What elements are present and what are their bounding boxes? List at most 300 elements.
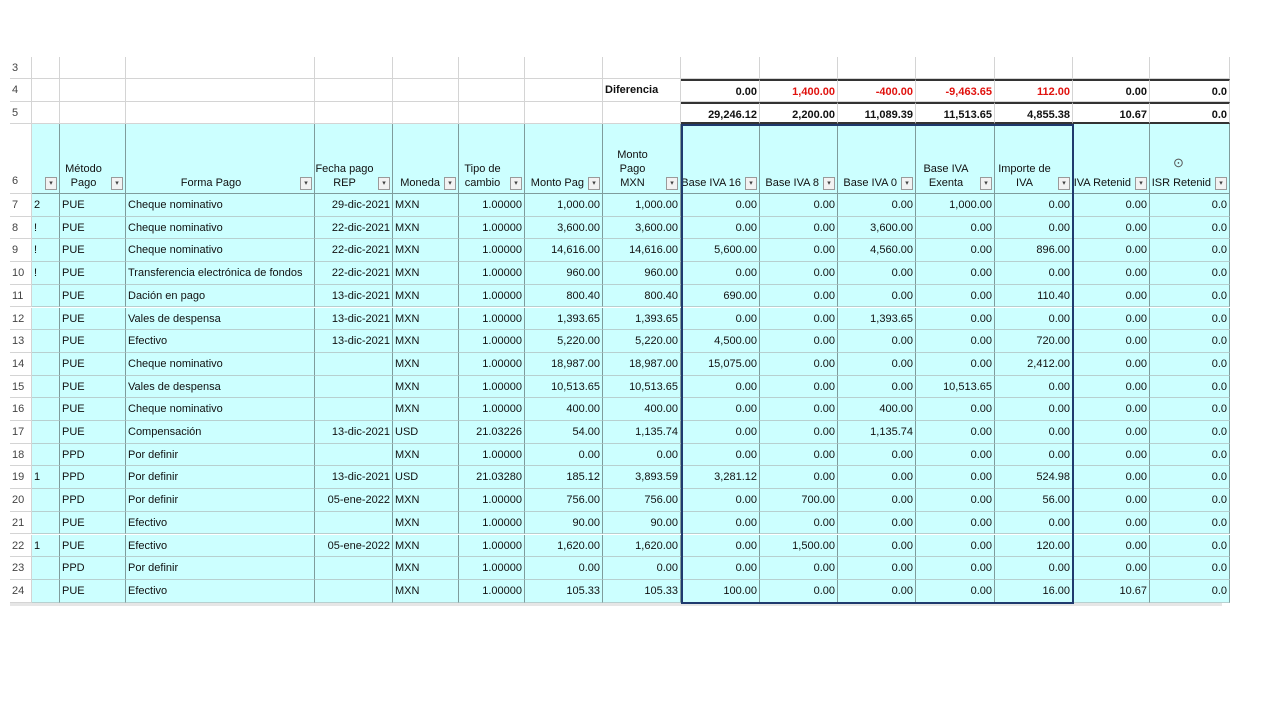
data-cell[interactable]: 0.00 [995, 444, 1073, 467]
data-cell[interactable]: PPD [60, 444, 126, 467]
cell[interactable] [126, 102, 315, 124]
data-cell[interactable]: 1,393.65 [603, 308, 681, 331]
total-value[interactable]: 2,200.00 [760, 102, 838, 124]
filter-dropdown-icon[interactable]: ▾ [823, 177, 835, 190]
data-cell[interactable]: 0.0 [1150, 330, 1230, 353]
data-cell[interactable]: 0.00 [603, 557, 681, 580]
row-flag-cell[interactable]: ! [32, 217, 60, 240]
row-number[interactable]: 16 [10, 398, 32, 421]
data-cell[interactable]: 0.00 [995, 308, 1073, 331]
data-cell[interactable]: 05-ene-2022 [315, 535, 393, 558]
data-cell[interactable]: 0.00 [681, 489, 760, 512]
data-cell[interactable]: 400.00 [838, 398, 916, 421]
data-cell[interactable]: 3,600.00 [525, 217, 603, 240]
data-cell[interactable]: 10,513.65 [603, 376, 681, 399]
cell[interactable] [838, 57, 916, 79]
filter-dropdown-icon[interactable]: ▾ [1215, 177, 1227, 190]
data-cell[interactable]: 1.00000 [459, 239, 525, 262]
column-header[interactable] [681, 124, 760, 194]
data-cell[interactable] [315, 444, 393, 467]
data-cell[interactable]: 720.00 [995, 330, 1073, 353]
data-cell[interactable]: 0.00 [760, 421, 838, 444]
data-cell[interactable]: 0.00 [916, 285, 995, 308]
filter-dropdown-icon[interactable]: ▾ [745, 177, 757, 190]
data-cell[interactable]: 1,000.00 [525, 194, 603, 217]
data-cell[interactable]: Cheque nominativo [126, 217, 315, 240]
cell[interactable] [916, 57, 995, 79]
data-cell[interactable]: 0.0 [1150, 580, 1230, 603]
data-cell[interactable]: 15,075.00 [681, 353, 760, 376]
data-cell[interactable]: 0.00 [916, 239, 995, 262]
data-cell[interactable]: 13-dic-2021 [315, 421, 393, 444]
data-cell[interactable]: PUE [60, 308, 126, 331]
cell[interactable] [525, 102, 603, 124]
data-cell[interactable]: MXN [393, 535, 459, 558]
spreadsheet-grid[interactable] [10, 57, 1227, 612]
data-cell[interactable]: 524.98 [995, 466, 1073, 489]
data-cell[interactable]: Vales de despensa [126, 376, 315, 399]
data-cell[interactable]: 21.03280 [459, 466, 525, 489]
column-header[interactable] [760, 124, 838, 194]
data-cell[interactable]: MXN [393, 285, 459, 308]
data-cell[interactable]: 1,135.74 [838, 421, 916, 444]
data-cell[interactable]: Cheque nominativo [126, 239, 315, 262]
diff-value[interactable]: -9,463.65 [916, 79, 995, 102]
data-cell[interactable]: 0.00 [916, 580, 995, 603]
data-cell[interactable]: 0.00 [995, 217, 1073, 240]
cell[interactable] [603, 57, 681, 79]
data-cell[interactable] [315, 512, 393, 535]
data-cell[interactable]: 0.0 [1150, 308, 1230, 331]
data-cell[interactable]: Cheque nominativo [126, 194, 315, 217]
data-cell[interactable] [315, 353, 393, 376]
data-cell[interactable]: 400.00 [603, 398, 681, 421]
data-cell[interactable]: PUE [60, 376, 126, 399]
data-cell[interactable]: 0.00 [681, 398, 760, 421]
row-number[interactable]: 5 [10, 102, 32, 124]
data-cell[interactable]: 0.00 [681, 308, 760, 331]
row-flag-cell[interactable] [32, 285, 60, 308]
data-cell[interactable]: 0.00 [1073, 512, 1150, 535]
filter-dropdown-icon[interactable]: ▾ [510, 177, 522, 190]
data-cell[interactable]: 0.00 [916, 557, 995, 580]
data-cell[interactable]: 105.33 [603, 580, 681, 603]
data-cell[interactable]: 22-dic-2021 [315, 262, 393, 285]
data-cell[interactable]: 1,393.65 [525, 308, 603, 331]
data-cell[interactable]: PUE [60, 535, 126, 558]
data-cell[interactable]: Por definir [126, 466, 315, 489]
data-cell[interactable]: PUE [60, 330, 126, 353]
cell[interactable] [393, 102, 459, 124]
data-cell[interactable]: PUE [60, 217, 126, 240]
filter-dropdown-icon[interactable]: ▾ [111, 177, 123, 190]
data-cell[interactable]: Efectivo [126, 535, 315, 558]
data-cell[interactable]: Por definir [126, 489, 315, 512]
data-cell[interactable]: 4,560.00 [838, 239, 916, 262]
data-cell[interactable]: 1,135.74 [603, 421, 681, 444]
row-flag-cell[interactable]: 1 [32, 466, 60, 489]
data-cell[interactable]: 3,600.00 [838, 217, 916, 240]
row-number[interactable]: 9 [10, 239, 32, 262]
row-number[interactable]: 10 [10, 262, 32, 285]
data-cell[interactable]: 0.00 [1073, 194, 1150, 217]
data-cell[interactable]: Transferencia electrónica de fondos [126, 262, 315, 285]
total-value[interactable]: 29,246.12 [681, 102, 760, 124]
data-cell[interactable] [315, 557, 393, 580]
data-cell[interactable]: 0.00 [760, 353, 838, 376]
data-cell[interactable]: 56.00 [995, 489, 1073, 512]
data-cell[interactable]: 700.00 [760, 489, 838, 512]
data-cell[interactable]: PUE [60, 239, 126, 262]
data-cell[interactable]: 10.67 [1073, 580, 1150, 603]
data-cell[interactable]: 0.0 [1150, 285, 1230, 308]
filter-dropdown-icon[interactable]: ▾ [378, 177, 390, 190]
data-cell[interactable]: 0.00 [1073, 262, 1150, 285]
data-cell[interactable]: Por definir [126, 557, 315, 580]
column-header[interactable] [32, 124, 60, 194]
data-cell[interactable]: 0.00 [838, 512, 916, 535]
data-cell[interactable]: 5,220.00 [525, 330, 603, 353]
data-cell[interactable]: 0.00 [1073, 353, 1150, 376]
row-flag-cell[interactable]: ! [32, 262, 60, 285]
data-cell[interactable]: 1.00000 [459, 557, 525, 580]
data-cell[interactable]: 0.00 [995, 376, 1073, 399]
column-header[interactable] [995, 124, 1073, 194]
data-cell[interactable]: 0.00 [995, 557, 1073, 580]
data-cell[interactable]: 1,000.00 [603, 194, 681, 217]
diff-value[interactable]: 0.00 [1073, 79, 1150, 102]
filter-dropdown-icon[interactable]: ▾ [980, 177, 992, 190]
data-cell[interactable]: 896.00 [995, 239, 1073, 262]
cell[interactable] [603, 102, 681, 124]
row-flag-cell[interactable]: 1 [32, 535, 60, 558]
data-cell[interactable]: 10,513.65 [916, 376, 995, 399]
data-cell[interactable]: 0.00 [916, 308, 995, 331]
data-cell[interactable]: 0.00 [916, 353, 995, 376]
data-cell[interactable]: 0.00 [1073, 376, 1150, 399]
cell[interactable] [995, 57, 1073, 79]
data-cell[interactable]: PPD [60, 466, 126, 489]
data-cell[interactable]: MXN [393, 376, 459, 399]
data-cell[interactable]: 0.00 [760, 580, 838, 603]
data-cell[interactable]: 1.00000 [459, 194, 525, 217]
data-cell[interactable]: 185.12 [525, 466, 603, 489]
data-cell[interactable]: MXN [393, 580, 459, 603]
data-cell[interactable]: 90.00 [525, 512, 603, 535]
data-cell[interactable]: USD [393, 421, 459, 444]
data-cell[interactable]: 1.00000 [459, 489, 525, 512]
data-cell[interactable]: 1,620.00 [525, 535, 603, 558]
data-cell[interactable]: PUE [60, 353, 126, 376]
data-cell[interactable] [315, 376, 393, 399]
data-cell[interactable]: 0.00 [760, 557, 838, 580]
data-cell[interactable]: Efectivo [126, 512, 315, 535]
data-cell[interactable]: 800.40 [603, 285, 681, 308]
data-cell[interactable]: MXN [393, 398, 459, 421]
row-flag-cell[interactable] [32, 308, 60, 331]
data-cell[interactable]: PUE [60, 580, 126, 603]
data-cell[interactable]: 0.00 [838, 489, 916, 512]
data-cell[interactable]: 0.00 [1073, 285, 1150, 308]
data-cell[interactable]: 400.00 [525, 398, 603, 421]
cell[interactable] [525, 79, 603, 102]
data-cell[interactable]: MXN [393, 557, 459, 580]
data-cell[interactable]: 0.00 [995, 421, 1073, 444]
data-cell[interactable]: 0.00 [525, 557, 603, 580]
data-cell[interactable]: 18,987.00 [603, 353, 681, 376]
data-cell[interactable]: MXN [393, 308, 459, 331]
cell[interactable] [459, 57, 525, 79]
data-cell[interactable]: 0.00 [916, 262, 995, 285]
data-cell[interactable]: 3,600.00 [603, 217, 681, 240]
cell[interactable] [32, 57, 60, 79]
row-flag-cell[interactable]: ! [32, 239, 60, 262]
data-cell[interactable]: 0.00 [681, 376, 760, 399]
data-cell[interactable]: Compensación [126, 421, 315, 444]
data-cell[interactable]: 0.00 [1073, 421, 1150, 444]
column-header[interactable] [1150, 124, 1230, 194]
data-cell[interactable]: 0.00 [995, 398, 1073, 421]
total-value[interactable]: 4,855.38 [995, 102, 1073, 124]
filter-dropdown-icon[interactable]: ▾ [1135, 177, 1147, 190]
data-cell[interactable]: 3,893.59 [603, 466, 681, 489]
data-cell[interactable]: 14,616.00 [525, 239, 603, 262]
row-number[interactable]: 7 [10, 194, 32, 217]
row-number[interactable]: 4 [10, 79, 32, 102]
data-cell[interactable]: 0.0 [1150, 489, 1230, 512]
diff-value[interactable]: 1,400.00 [760, 79, 838, 102]
data-cell[interactable]: PUE [60, 398, 126, 421]
filter-dropdown-icon[interactable]: ▾ [300, 177, 312, 190]
filter-dropdown-icon[interactable]: ▾ [45, 177, 57, 190]
data-cell[interactable]: 120.00 [995, 535, 1073, 558]
row-number[interactable]: 20 [10, 489, 32, 512]
data-cell[interactable]: 1.00000 [459, 512, 525, 535]
data-cell[interactable]: 0.0 [1150, 444, 1230, 467]
column-header[interactable] [525, 124, 603, 194]
filter-dropdown-icon[interactable]: ▾ [901, 177, 913, 190]
cell[interactable] [315, 57, 393, 79]
data-cell[interactable]: 756.00 [603, 489, 681, 512]
data-cell[interactable]: 13-dic-2021 [315, 308, 393, 331]
data-cell[interactable]: 110.40 [995, 285, 1073, 308]
column-header[interactable] [603, 124, 681, 194]
data-cell[interactable]: MXN [393, 330, 459, 353]
cell[interactable] [1150, 57, 1230, 79]
data-cell[interactable]: 756.00 [525, 489, 603, 512]
data-cell[interactable]: 14,616.00 [603, 239, 681, 262]
diff-value[interactable]: 0.0 [1150, 79, 1230, 102]
cell[interactable] [32, 102, 60, 124]
row-number[interactable]: 21 [10, 512, 32, 535]
data-cell[interactable]: 13-dic-2021 [315, 330, 393, 353]
cell[interactable] [760, 57, 838, 79]
data-cell[interactable]: 0.00 [1073, 239, 1150, 262]
data-cell[interactable]: Vales de despensa [126, 308, 315, 331]
data-cell[interactable]: 1,500.00 [760, 535, 838, 558]
data-cell[interactable]: 0.00 [838, 535, 916, 558]
row-flag-cell[interactable] [32, 353, 60, 376]
data-cell[interactable]: 100.00 [681, 580, 760, 603]
data-cell[interactable]: 1.00000 [459, 580, 525, 603]
data-cell[interactable]: 0.00 [916, 444, 995, 467]
data-cell[interactable]: PUE [60, 421, 126, 444]
data-cell[interactable]: Efectivo [126, 330, 315, 353]
data-cell[interactable]: 0.00 [1073, 330, 1150, 353]
data-cell[interactable]: 0.00 [838, 580, 916, 603]
data-cell[interactable]: 0.00 [681, 535, 760, 558]
data-cell[interactable]: 0.00 [838, 466, 916, 489]
data-cell[interactable]: Dación en pago [126, 285, 315, 308]
data-cell[interactable]: MXN [393, 353, 459, 376]
row-number[interactable]: 6 [10, 124, 32, 194]
data-cell[interactable]: 05-ene-2022 [315, 489, 393, 512]
row-number[interactable]: 24 [10, 580, 32, 603]
data-cell[interactable]: 0.00 [760, 239, 838, 262]
data-cell[interactable]: 10,513.65 [525, 376, 603, 399]
data-cell[interactable]: PPD [60, 489, 126, 512]
data-cell[interactable]: 1.00000 [459, 398, 525, 421]
column-header[interactable] [393, 124, 459, 194]
data-cell[interactable]: 0.00 [1073, 489, 1150, 512]
data-cell[interactable]: 0.00 [760, 512, 838, 535]
data-cell[interactable]: 0.0 [1150, 217, 1230, 240]
row-flag-cell[interactable] [32, 444, 60, 467]
data-cell[interactable]: 0.00 [681, 512, 760, 535]
data-cell[interactable]: 0.00 [760, 262, 838, 285]
row-number[interactable]: 18 [10, 444, 32, 467]
data-cell[interactable]: 0.00 [838, 262, 916, 285]
data-cell[interactable]: 0.00 [760, 398, 838, 421]
filter-dropdown-icon[interactable]: ▾ [666, 177, 678, 190]
data-cell[interactable]: 0.0 [1150, 398, 1230, 421]
row-flag-cell[interactable] [32, 512, 60, 535]
row-number[interactable]: 13 [10, 330, 32, 353]
row-flag-cell[interactable] [32, 421, 60, 444]
data-cell[interactable]: 0.0 [1150, 194, 1230, 217]
data-cell[interactable]: Efectivo [126, 580, 315, 603]
data-cell[interactable]: 0.0 [1150, 512, 1230, 535]
cell[interactable] [1073, 57, 1150, 79]
data-cell[interactable] [315, 580, 393, 603]
data-cell[interactable]: PUE [60, 512, 126, 535]
data-cell[interactable]: 960.00 [525, 262, 603, 285]
data-cell[interactable]: 0.00 [838, 330, 916, 353]
data-cell[interactable]: 0.00 [916, 217, 995, 240]
data-cell[interactable]: 690.00 [681, 285, 760, 308]
row-flag-cell[interactable] [32, 398, 60, 421]
data-cell[interactable]: 1.00000 [459, 376, 525, 399]
data-cell[interactable]: 1.00000 [459, 285, 525, 308]
data-cell[interactable]: 1.00000 [459, 308, 525, 331]
data-cell[interactable]: 960.00 [603, 262, 681, 285]
total-value[interactable]: 0.0 [1150, 102, 1230, 124]
filter-dropdown-icon[interactable]: ▾ [1058, 177, 1070, 190]
data-cell[interactable]: 1.00000 [459, 217, 525, 240]
data-cell[interactable]: PUE [60, 194, 126, 217]
data-cell[interactable]: 1.00000 [459, 262, 525, 285]
row-number[interactable]: 3 [10, 57, 32, 79]
data-cell[interactable]: MXN [393, 217, 459, 240]
total-value[interactable]: 11,513.65 [916, 102, 995, 124]
cell[interactable] [525, 57, 603, 79]
data-cell[interactable]: 0.00 [760, 330, 838, 353]
data-cell[interactable]: 0.00 [681, 217, 760, 240]
row-number[interactable]: 19 [10, 466, 32, 489]
filter-dropdown-icon[interactable]: ▾ [588, 177, 600, 190]
column-header[interactable] [60, 124, 126, 194]
data-cell[interactable]: 0.0 [1150, 239, 1230, 262]
data-cell[interactable]: 0.00 [995, 194, 1073, 217]
data-cell[interactable]: MXN [393, 512, 459, 535]
data-cell[interactable]: 0.00 [760, 217, 838, 240]
row-number[interactable]: 11 [10, 285, 32, 308]
data-cell[interactable]: 13-dic-2021 [315, 466, 393, 489]
data-cell[interactable]: MXN [393, 194, 459, 217]
data-cell[interactable]: 0.00 [681, 557, 760, 580]
data-cell[interactable]: 0.00 [1073, 217, 1150, 240]
column-header[interactable] [315, 124, 393, 194]
data-cell[interactable]: 0.00 [1073, 535, 1150, 558]
data-cell[interactable]: 0.0 [1150, 262, 1230, 285]
data-cell[interactable]: 22-dic-2021 [315, 217, 393, 240]
data-cell[interactable]: 29-dic-2021 [315, 194, 393, 217]
data-cell[interactable]: PUE [60, 285, 126, 308]
cell[interactable] [60, 102, 126, 124]
data-cell[interactable]: 0.00 [916, 489, 995, 512]
row-number[interactable]: 8 [10, 217, 32, 240]
data-cell[interactable]: 5,600.00 [681, 239, 760, 262]
data-cell[interactable] [315, 398, 393, 421]
data-cell[interactable]: MXN [393, 489, 459, 512]
data-cell[interactable]: Cheque nominativo [126, 353, 315, 376]
data-cell[interactable]: 16.00 [995, 580, 1073, 603]
data-cell[interactable]: 0.00 [681, 194, 760, 217]
data-cell[interactable]: 0.00 [1073, 466, 1150, 489]
cell[interactable] [393, 57, 459, 79]
data-cell[interactable]: 13-dic-2021 [315, 285, 393, 308]
data-cell[interactable]: 0.00 [681, 262, 760, 285]
row-number[interactable]: 22 [10, 535, 32, 558]
column-header[interactable] [1073, 124, 1150, 194]
data-cell[interactable]: 0.00 [838, 557, 916, 580]
data-cell[interactable]: 0.00 [838, 194, 916, 217]
data-cell[interactable]: 0.00 [916, 398, 995, 421]
data-cell[interactable]: 21.03226 [459, 421, 525, 444]
diff-value[interactable]: 0.00 [681, 79, 760, 102]
cell[interactable] [126, 57, 315, 79]
row-number[interactable]: 23 [10, 557, 32, 580]
total-value[interactable]: 10.67 [1073, 102, 1150, 124]
filter-dropdown-icon[interactable]: ▾ [444, 177, 456, 190]
data-cell[interactable]: 0.00 [916, 421, 995, 444]
data-cell[interactable]: 0.00 [838, 376, 916, 399]
diff-value[interactable]: 112.00 [995, 79, 1073, 102]
data-cell[interactable]: 0.00 [916, 535, 995, 558]
data-cell[interactable]: 0.00 [760, 285, 838, 308]
cell[interactable] [681, 57, 760, 79]
data-cell[interactable]: 800.40 [525, 285, 603, 308]
data-cell[interactable]: 1,393.65 [838, 308, 916, 331]
data-cell[interactable]: 0.00 [760, 466, 838, 489]
data-cell[interactable]: Cheque nominativo [126, 398, 315, 421]
data-cell[interactable]: 0.00 [760, 308, 838, 331]
data-cell[interactable]: 105.33 [525, 580, 603, 603]
data-cell[interactable]: 0.0 [1150, 535, 1230, 558]
data-cell[interactable]: MXN [393, 262, 459, 285]
data-cell[interactable]: 0.0 [1150, 353, 1230, 376]
data-cell[interactable]: MXN [393, 444, 459, 467]
